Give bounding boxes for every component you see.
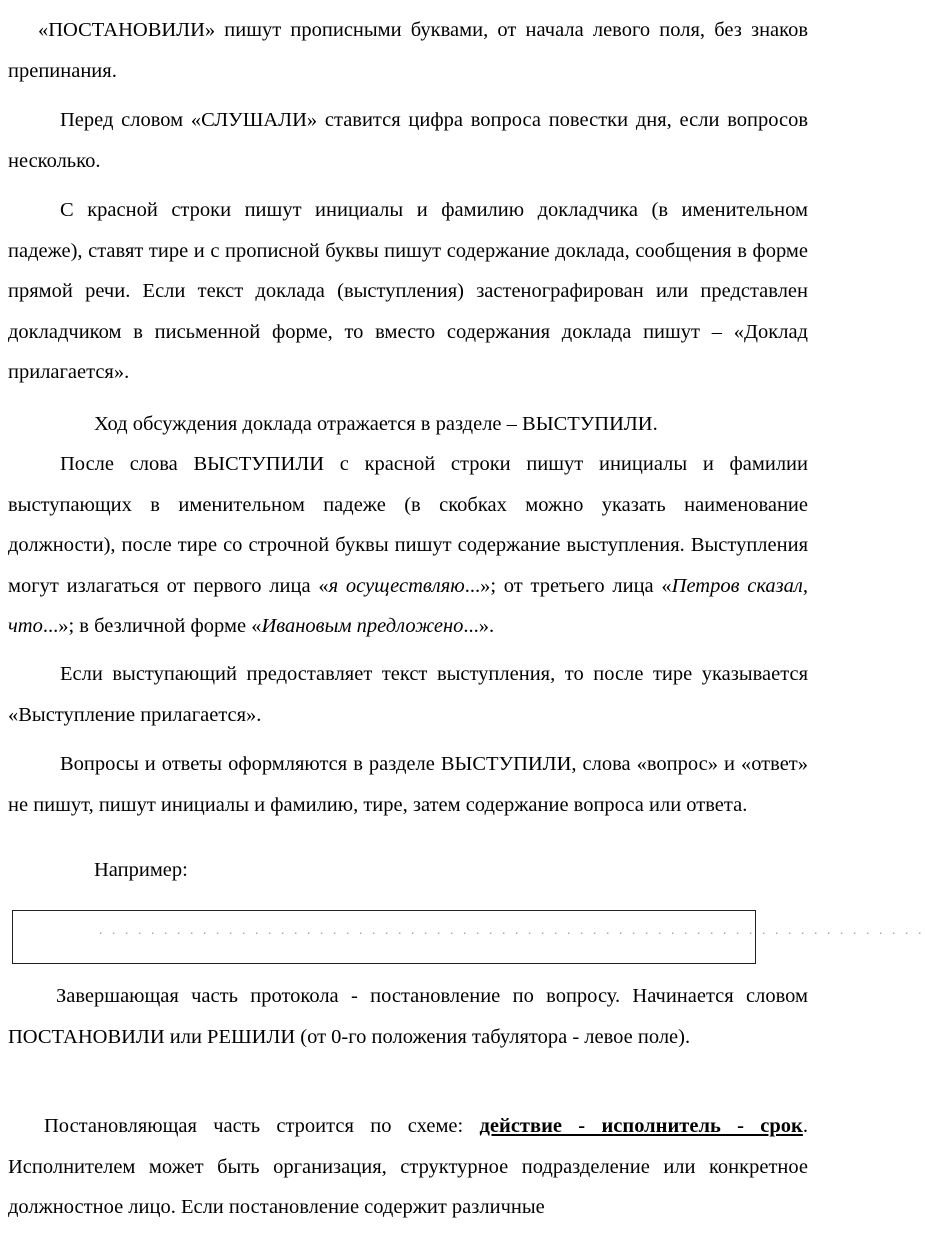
text-fragment: После слова ВЫСТУПИЛИ с красной строки пишут инициалы и фамилии выступающих в именительном падеже (в скобках можно указать наименование должности), после тире со строчной буквы пишут содержание выступления. Выступления могут излагаться от первого лица « <box>8 453 808 597</box>
italic-example-impersonal: Ивановым предложено <box>261 615 464 637</box>
text-fragment: ...»; от третьего лица « <box>464 574 672 597</box>
paragraph-attached-speech: Если выступающий предоставляет текст выступления, то после тире указывается «Выступление прилагается». <box>8 663 808 726</box>
paragraph-speaker-rule: С красной строки пишут инициалы и фамилию докладчика (в именительном падеже), ставят тире и с прописной буквы пишут содержание доклада, сообщения в форме прямой речи. Если текст доклада (выступления) застенографирован или представлен докладчиком в письменной форме, то вместо содержания доклада пишут – «Доклад прилагается». <box>8 199 808 383</box>
paragraph-slushali-rule: Перед словом «СЛУШАЛИ» ставится цифра вопроса повестки дня, если вопросов несколько. <box>8 109 808 172</box>
paragraph-postanovili-rule: «ПОСТАНОВИЛИ» пишут прописными буквами, от начала левого поля, без знаков препинания. <box>8 19 808 82</box>
italic-example-first-person: я осуществляю <box>328 574 465 597</box>
scheme-bold-underlined: действие - исполнитель - срок <box>479 1115 803 1137</box>
paragraph-resolution-scheme <box>8 1106 808 1228</box>
paragraph-vystupili-rule <box>8 444 808 647</box>
text-fragment: . Исполнителем может быть организация, структурное подразделение или конкретное должностное лицо. Если постановление содержит различные <box>8 1115 808 1218</box>
text-fragment: ...»; в безличной форме « <box>42 615 262 637</box>
paragraph-resolution: Завершающая часть протокола - постановление по вопросу. Начинается словом ПОСТАНОВИЛИ или РЕШИЛИ (от 0-го положения табулятора - левое поле). <box>8 985 808 1048</box>
text-fragment: Постановляющая часть строится по схеме: <box>44 1115 480 1137</box>
example-box <box>12 910 925 964</box>
example-label: Например: <box>94 859 188 881</box>
paragraph-questions-answers: Вопросы и ответы оформляются в разделе ВЫСТУПИЛИ, слова «вопрос» и «ответ» не пишут, пишут инициалы и фамилию, тире, затем содержание вопроса или ответа. <box>8 753 808 816</box>
italic-example-third-person: Петров сказал, что <box>8 574 808 637</box>
example-dotted-line: . . . . . . . . . . . . . . . . . . . . . . . . . . . . . . . . . . . . . . . . . . . . . . . . . . . . . . . . . . . . . . . . <box>99 923 925 938</box>
paragraph-discussion: Ход обсуждения доклада отражается в разделе – ВЫСТУПИЛИ. <box>94 413 658 435</box>
text-fragment: ...». <box>463 615 495 637</box>
